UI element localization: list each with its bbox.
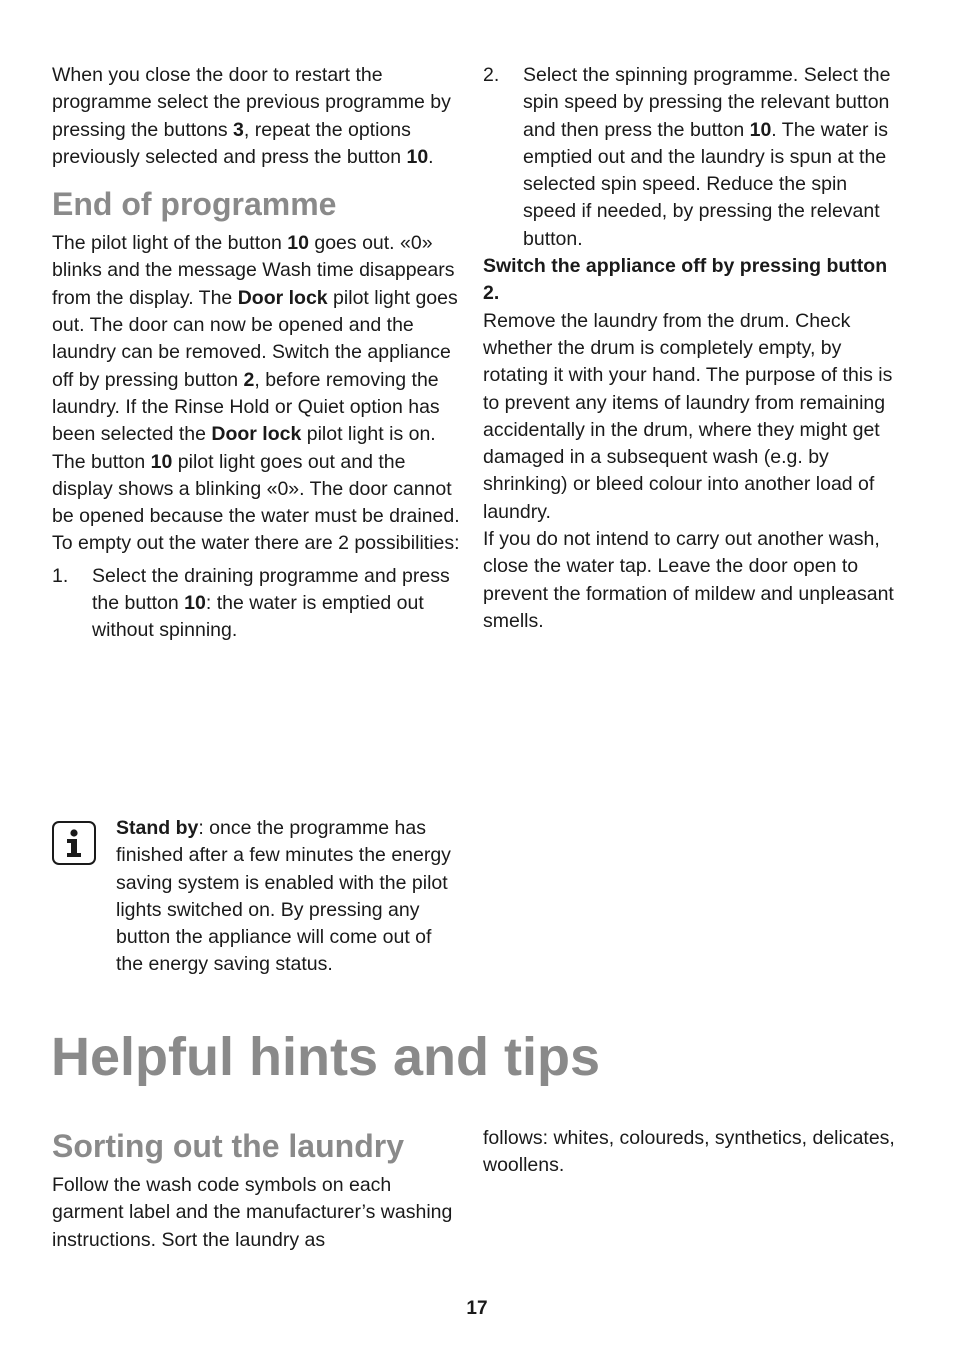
list-item [52, 563, 462, 645]
step-number: 2. [483, 64, 500, 86]
sorting-right-column [483, 1125, 903, 1180]
sorting-heading: Sorting out the laundry [52, 1128, 404, 1164]
empty-water-intro: To empty out the water there are 2 possibilities: [52, 532, 460, 555]
page-number: 17 [466, 1298, 488, 1319]
step-text: Select the draining programme and press the button 10: the water is emptied out without spinning. [92, 564, 450, 642]
standby-info-text: Stand by: once the programme has finished after a few minutes the energy saving system is enabled with the pilot lights switched on. By pressing any button the appliance will come out of the energy saving status. [116, 817, 451, 976]
sorting-paragraph-right: follows: whites, coloureds, synthetics, delicates, woollens. [483, 1127, 895, 1177]
switch-off-instruction: Switch the appliance off by pressing button 2. [483, 255, 888, 305]
intro-paragraph: When you close the door to restart the programme select the previous programme by pressing the buttons 3, repeat the options previously selected and press the button 10. [52, 64, 451, 168]
step-number: 1. [52, 564, 69, 587]
end-of-programme-paragraph: The pilot light of the button 10 goes out. «0» blinks and the message Wash time disappears from the display. The Door lock pilot light goes out. The door can now be opened and the laundry can be removed. Switch the appliance off by pressing button 2, before removing the laundry. If the Rinse Hold or Quiet option has been selected the Door lock pilot light is on. The button 10 pilot light goes out and the display shows a blinking «0». The door cannot be opened because the water must be drained. [52, 232, 460, 528]
left-column [52, 62, 462, 645]
drain-steps-list [52, 563, 462, 645]
end-of-programme-heading: End of programme [52, 186, 337, 223]
right-column [483, 62, 903, 635]
standby-info-box [52, 815, 462, 979]
info-icon [52, 821, 96, 865]
remove-laundry-paragraph: Remove the laundry from the drum. Check whether the drum is completely empty, by rotating it with your hand. The purpose of this is to prevent any items of laundry from remaining accidentally in the drum, where they might get damaged in a subsequent wash (e.g. by shrinking) or bleed colour into another load of laundry. [483, 309, 893, 523]
sorting-paragraph-left: Follow the wash code symbols on each garment label and the manufacturer’s washing instructions. Sort the laundry as [52, 1174, 453, 1251]
step-text: Select the spinning programme. Select the spin speed by pressing the relevant button and then press the button 10. The water is emptied out and the laundry is spun at the selected spin speed. Reduce the spin speed if needed, by pressing the relevant button. [523, 64, 891, 250]
spin-steps-list [483, 62, 903, 253]
helpful-hints-title: Helpful hints and tips [51, 1027, 600, 1087]
sorting-left-column [52, 1126, 462, 1254]
water-tap-paragraph: If you do not intend to carry out another wash, close the water tap. Leave the door open to prevent the formation of mildew and unpleasant smells. [483, 528, 894, 632]
list-item [483, 62, 903, 253]
